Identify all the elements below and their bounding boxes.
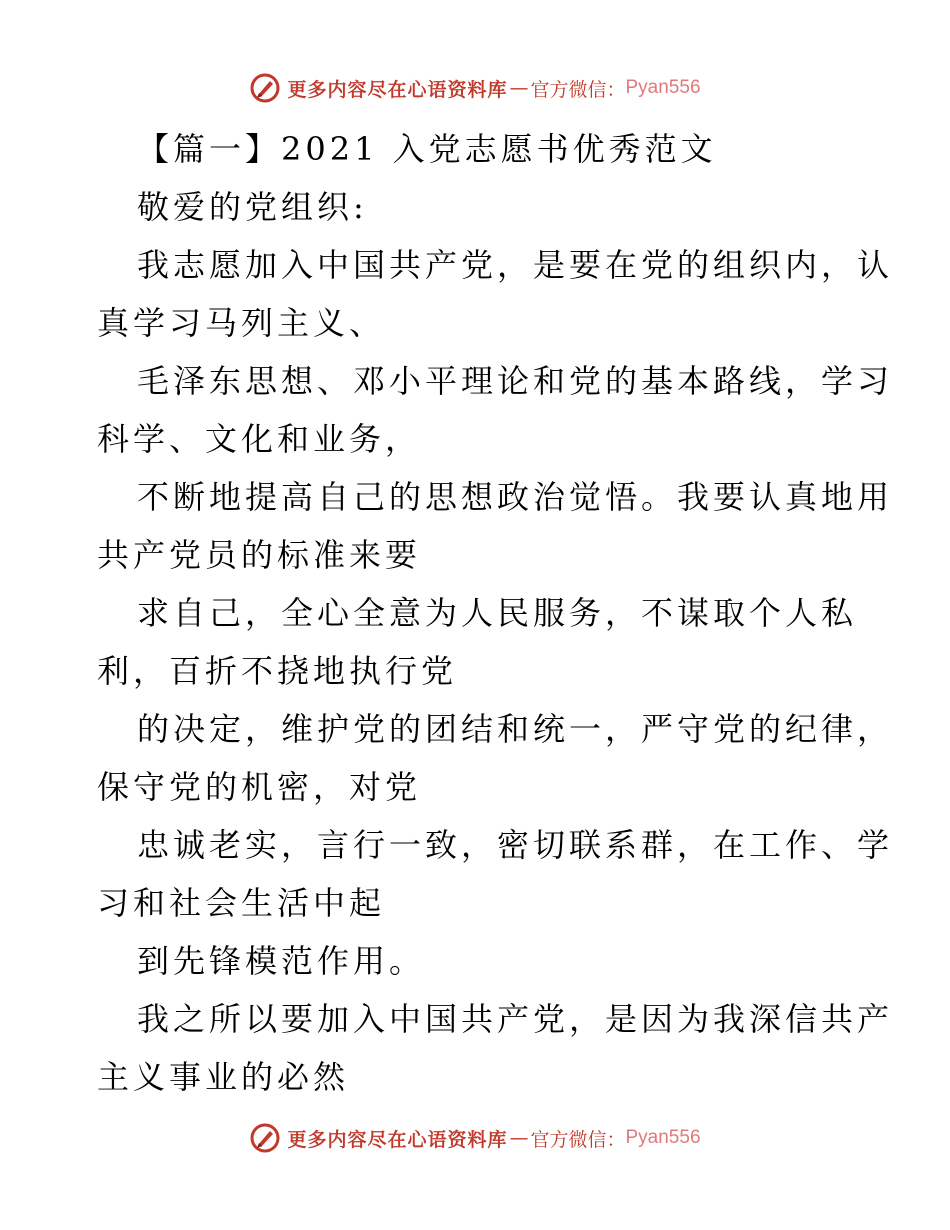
- text-line: 求自己，全心全意为人民服务，不谋取个人私: [137, 594, 858, 632]
- text-line: 敬爱的党组织:: [137, 188, 368, 226]
- watermark-text: [287, 75, 700, 102]
- watermark-separator: —: [509, 77, 529, 99]
- text-line: 科学、文化和业务，: [97, 420, 422, 458]
- text-line: 的决定，维护党的团结和统一，严守党的纪律，: [137, 710, 894, 748]
- text-line: 利，百折不挠地执行党: [97, 652, 458, 690]
- text-line: 毛泽东思想、邓小平理论和党的基本路线，学习: [137, 362, 894, 400]
- text-line: 忠诚老实，言行一致，密切联系群，在工作、学: [137, 826, 894, 864]
- text-line: 不断地提高自己的思想政治觉悟。我要认真地用: [137, 478, 894, 516]
- document-title-line: 【篇一】2021 入党志愿书优秀范文: [137, 130, 717, 168]
- watermark-main: 更多内容尽在心语资料库: [287, 1128, 508, 1151]
- pen-logo-icon: [249, 72, 281, 104]
- text-line: 主义事业的必然: [97, 1058, 350, 1096]
- text-line: 共产党员的标准来要: [97, 536, 422, 574]
- text-line: 真学习马列主义、: [97, 304, 386, 342]
- watermark-wechat-id: Pyan556: [625, 77, 701, 98]
- pen-logo-icon: [249, 1122, 281, 1154]
- watermark-wechat-id: Pyan556: [625, 1127, 701, 1148]
- watermark-wechat-label: 官方微信：: [530, 78, 626, 101]
- text-line: 保守党的机密，对党: [97, 768, 422, 806]
- watermark-text: [287, 1125, 700, 1152]
- watermark-banner-bottom: [0, 1122, 950, 1154]
- text-line: 我志愿加入中国共产党，是要在党的组织内，认: [137, 246, 894, 284]
- watermark-main: 更多内容尽在心语资料库: [287, 78, 508, 101]
- document-body: [97, 120, 894, 1106]
- text-line: 到先锋模范作用。: [137, 942, 426, 980]
- text-line: 我之所以要加入中国共产党，是因为我深信共产: [137, 1000, 894, 1038]
- watermark-banner-top: [0, 72, 950, 104]
- watermark-wechat-label: 官方微信：: [530, 1128, 626, 1151]
- text-line: 习和社会生活中起: [97, 884, 386, 922]
- watermark-separator: —: [509, 1127, 529, 1149]
